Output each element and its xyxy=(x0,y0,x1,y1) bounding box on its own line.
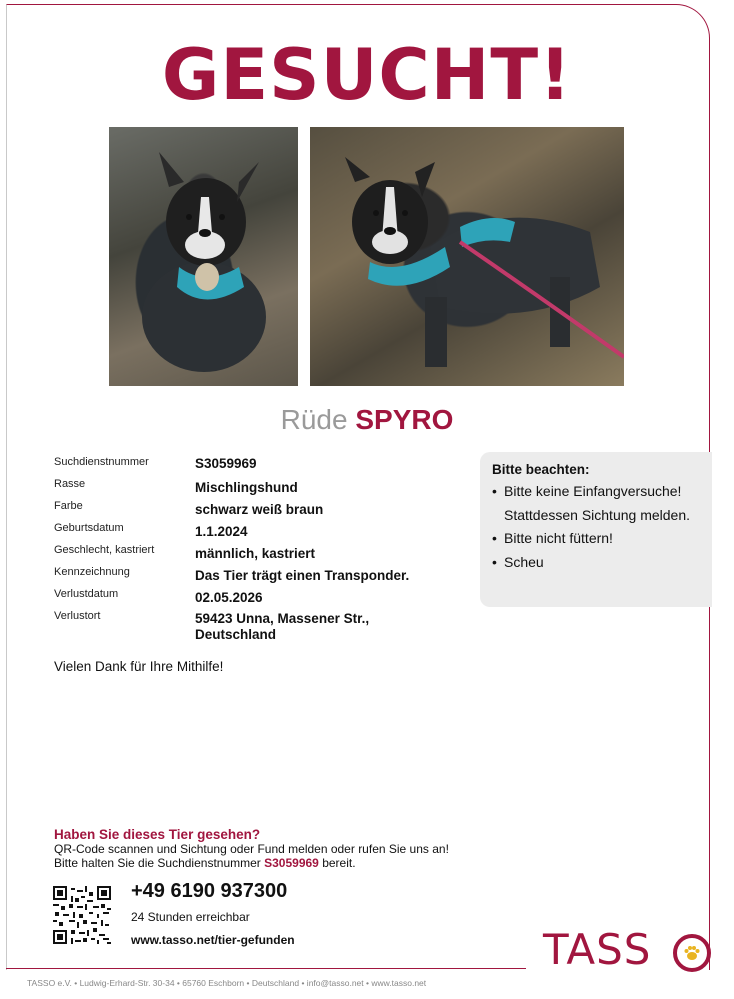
detail-value: 1.1.2024 xyxy=(195,524,248,539)
contact-id-suffix: bereit. xyxy=(318,856,356,870)
detail-label: Verlustdatum xyxy=(54,588,119,600)
search-id: S3059969 xyxy=(264,856,319,870)
availability-text: 24 Stunden erreichbar xyxy=(131,910,250,924)
detail-label: Geschlecht, kastriert xyxy=(54,544,155,556)
detail-label: Kennzeichnung xyxy=(54,566,130,578)
notice-item: • Scheu xyxy=(492,551,712,575)
contact-question: Haben Sie dieses Tier gesehen? xyxy=(54,827,261,842)
qr-code[interactable] xyxy=(53,886,111,944)
phone-number[interactable]: +49 6190 937300 xyxy=(131,880,288,902)
detail-label: Verlustort xyxy=(54,610,101,622)
detail-value: 59423 Unna, Massener Str., Deutschland xyxy=(195,611,370,642)
detail-label: Rasse xyxy=(54,478,86,490)
detail-label: Geburtsdatum xyxy=(54,522,124,534)
frame-bottom-line xyxy=(6,968,526,969)
notice-item: • Bitte nicht füttern! xyxy=(492,527,712,551)
detail-value: Mischlingshund xyxy=(195,480,298,495)
paw-icon xyxy=(673,934,711,972)
notice-title: Bitte beachten: xyxy=(492,462,590,477)
website-link[interactable]: www.tasso.net/tier-gefunden xyxy=(131,933,295,947)
thanks-text: Vielen Dank für Ihre Mithilfe! xyxy=(54,659,224,674)
dog-photo-2 xyxy=(310,127,624,386)
pet-gender: Rüde xyxy=(280,404,348,435)
detail-value: Das Tier trägt einen Transponder. xyxy=(195,568,410,583)
detail-value: männlich, kastriert xyxy=(195,546,316,561)
notice-box xyxy=(480,452,712,607)
contact-instruction: QR-Code scannen und Sichtung oder Fund melden oder rufen Sie uns an! xyxy=(54,842,449,856)
dog-photo-1 xyxy=(109,127,298,386)
detail-value: 02.05.2026 xyxy=(195,590,263,605)
detail-value: S3059969 xyxy=(195,456,257,471)
contact-id-prefix: Bitte halten Sie die Suchdienstnummer xyxy=(54,856,265,870)
pet-name: SPYRO xyxy=(355,404,454,435)
contact-id-note xyxy=(54,856,356,870)
notice-list xyxy=(480,480,712,574)
poster-title: GESUCHT! xyxy=(161,34,573,116)
notice-item: • Bitte keine Einfangversuche! Stattdessen Sichtung melden. xyxy=(492,480,712,527)
detail-value: schwarz weiß braun xyxy=(195,502,324,517)
footer-address: TASSO e.V. • Ludwig-Erhard-Str. 30-34 • 65760 Eschborn • Deutschland • info@tasso.net • www.tasso.net xyxy=(27,978,427,988)
tasso-logo: TASS xyxy=(543,925,652,974)
detail-label: Suchdienstnummer xyxy=(54,456,149,468)
detail-label: Farbe xyxy=(54,500,83,512)
pet-name-line xyxy=(0,404,734,436)
